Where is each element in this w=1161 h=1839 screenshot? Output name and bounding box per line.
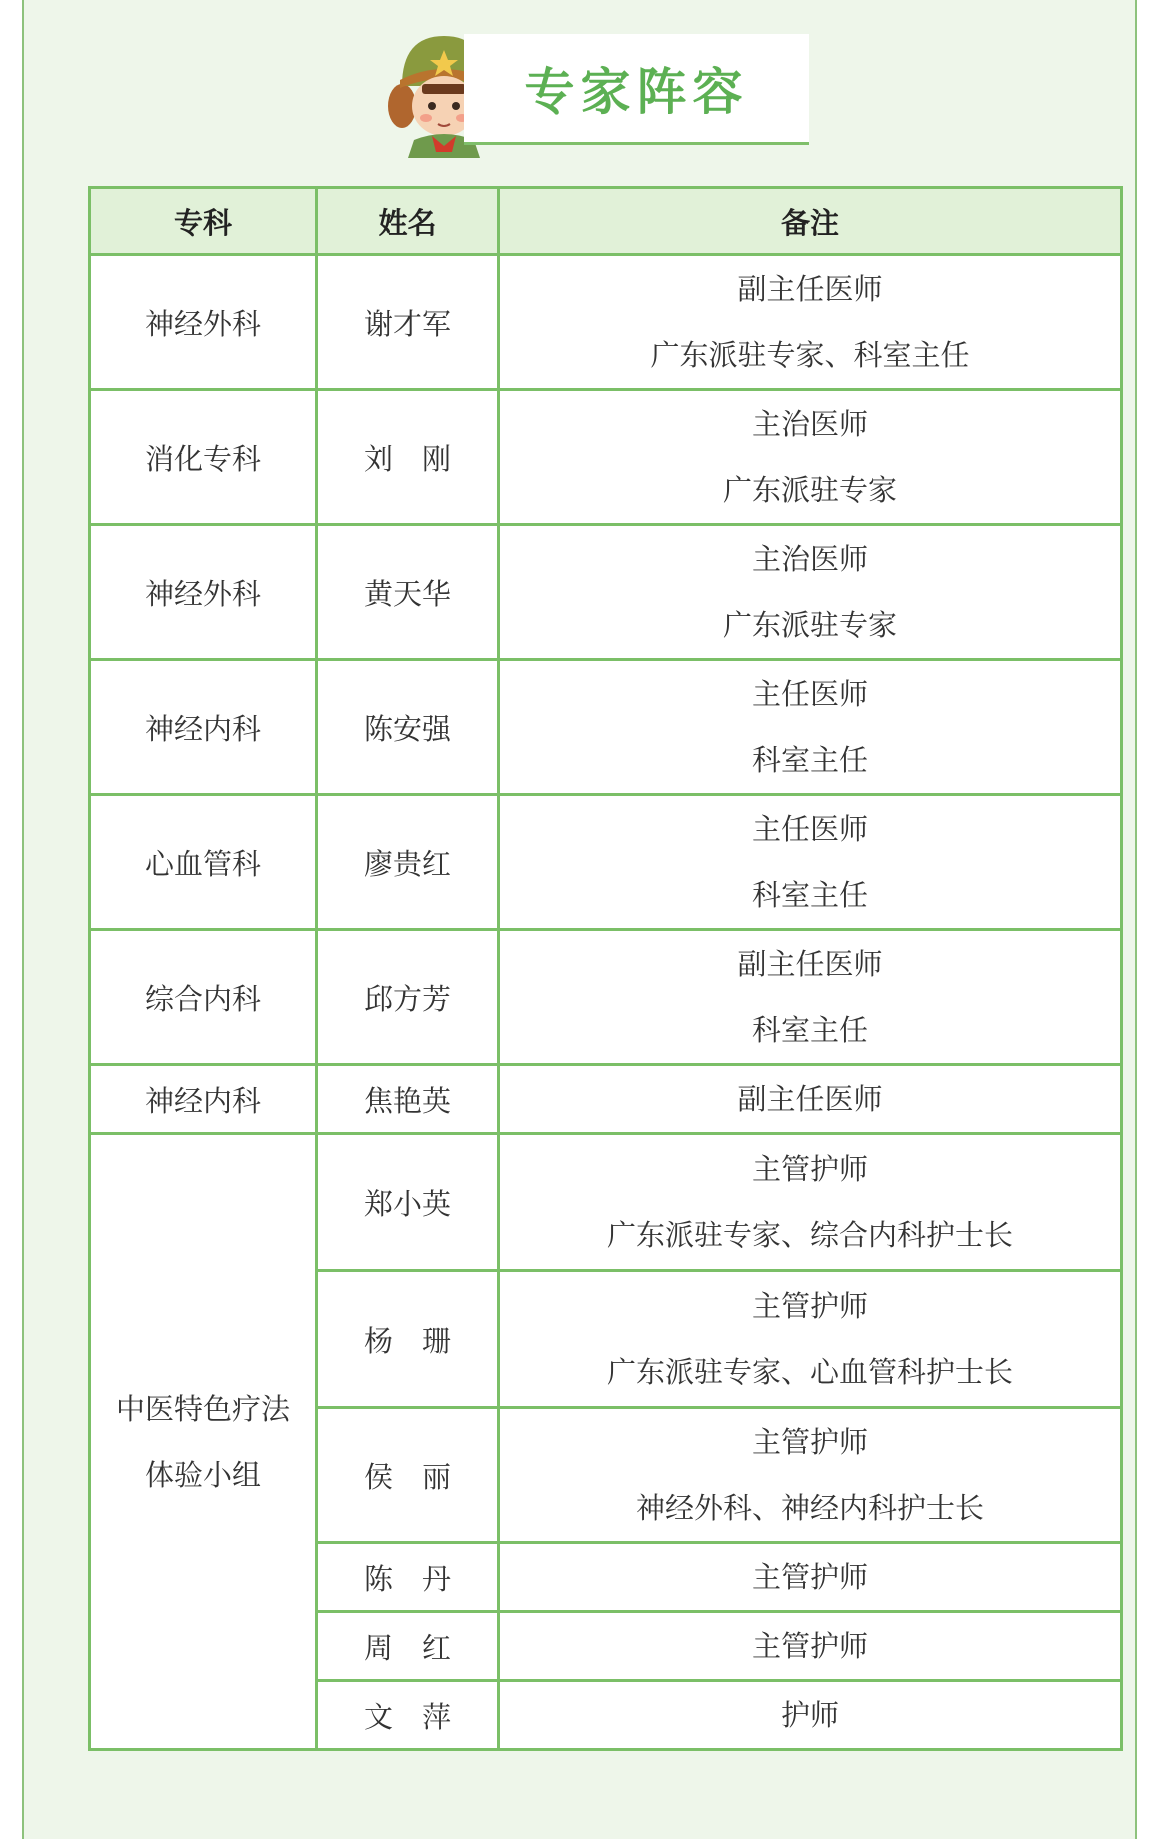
name-cell: 谢才军	[317, 255, 499, 390]
note-line: 主任医师	[751, 812, 868, 846]
notes-cell	[499, 930, 1122, 1065]
note-line: 主管护师	[751, 1152, 868, 1186]
note-line: 广东派驻专家、科室主任	[650, 338, 970, 372]
notes-cell	[499, 525, 1122, 660]
note-line: 主管护师	[751, 1289, 868, 1323]
table-row	[90, 795, 1122, 930]
table-row	[90, 525, 1122, 660]
dept-cell: 消化专科	[90, 390, 317, 525]
name-cell: 杨 珊	[317, 1271, 499, 1408]
notes-cell	[499, 660, 1122, 795]
dept-cell: 神经外科	[90, 255, 317, 390]
note-line: 主管护师	[751, 1629, 868, 1663]
name-cell: 侯 丽	[317, 1408, 499, 1543]
note-line: 主管护师	[751, 1560, 868, 1594]
notes-cell	[499, 1271, 1122, 1408]
notes-cell	[499, 1612, 1122, 1681]
name-cell: 文 萍	[317, 1681, 499, 1750]
table-row	[90, 390, 1122, 525]
dept-cell: 神经内科	[90, 1065, 317, 1134]
table-header-row	[90, 188, 1122, 255]
note-line: 副主任医师	[737, 272, 883, 306]
name-cell: 郑小英	[317, 1134, 499, 1271]
group-dept-line: 中医特色疗法	[115, 1391, 290, 1426]
column-header-dept: 专科	[90, 188, 317, 255]
experts-table	[88, 186, 1123, 1751]
note-line: 科室主任	[751, 878, 868, 912]
title-box	[464, 34, 809, 145]
note-line: 神经外科、神经内科护士长	[635, 1491, 984, 1525]
note-line: 副主任医师	[737, 1082, 883, 1116]
group-dept-line: 体验小组	[144, 1457, 261, 1492]
table-row	[90, 930, 1122, 1065]
column-header-name: 姓名	[317, 188, 499, 255]
notes-cell	[499, 1134, 1122, 1271]
note-line: 广东派驻专家	[722, 473, 897, 507]
dept-cell: 神经外科	[90, 525, 317, 660]
table-row	[90, 1134, 1122, 1271]
notes-cell	[499, 795, 1122, 930]
notes-cell	[499, 1408, 1122, 1543]
dept-cell: 综合内科	[90, 930, 317, 1065]
table-row	[90, 255, 1122, 390]
note-line: 主任医师	[751, 677, 868, 711]
name-cell: 黄天华	[317, 525, 499, 660]
name-cell: 邱方芳	[317, 930, 499, 1065]
name-cell: 陈 丹	[317, 1543, 499, 1612]
content-panel	[22, 0, 1137, 1839]
note-line: 广东派驻专家	[722, 608, 897, 642]
note-line: 护师	[780, 1698, 839, 1732]
table-row	[90, 1065, 1122, 1134]
notes-cell	[499, 390, 1122, 525]
note-line: 科室主任	[751, 1013, 868, 1047]
name-cell: 焦艳英	[317, 1065, 499, 1134]
name-cell: 刘 刚	[317, 390, 499, 525]
note-line: 主治医师	[751, 542, 868, 576]
note-line: 广东派驻专家、心血管科护士长	[606, 1355, 1013, 1389]
notes-cell	[499, 1543, 1122, 1612]
section-header	[384, 28, 844, 158]
note-line: 主治医师	[751, 407, 868, 441]
note-line: 主管护师	[751, 1425, 868, 1459]
note-line: 广东派驻专家、综合内科护士长	[606, 1218, 1013, 1252]
name-cell: 周 红	[317, 1612, 499, 1681]
column-header-notes: 备注	[499, 188, 1122, 255]
table-row	[90, 660, 1122, 795]
page-title: 专家阵容	[524, 63, 749, 121]
dept-cell: 神经内科	[90, 660, 317, 795]
group-dept-cell	[90, 1134, 317, 1750]
note-line: 科室主任	[751, 743, 868, 777]
notes-cell	[499, 255, 1122, 390]
dept-cell: 心血管科	[90, 795, 317, 930]
notes-cell	[499, 1065, 1122, 1134]
name-cell: 陈安强	[317, 660, 499, 795]
name-cell: 廖贵红	[317, 795, 499, 930]
notes-cell	[499, 1681, 1122, 1750]
note-line: 副主任医师	[737, 947, 883, 981]
